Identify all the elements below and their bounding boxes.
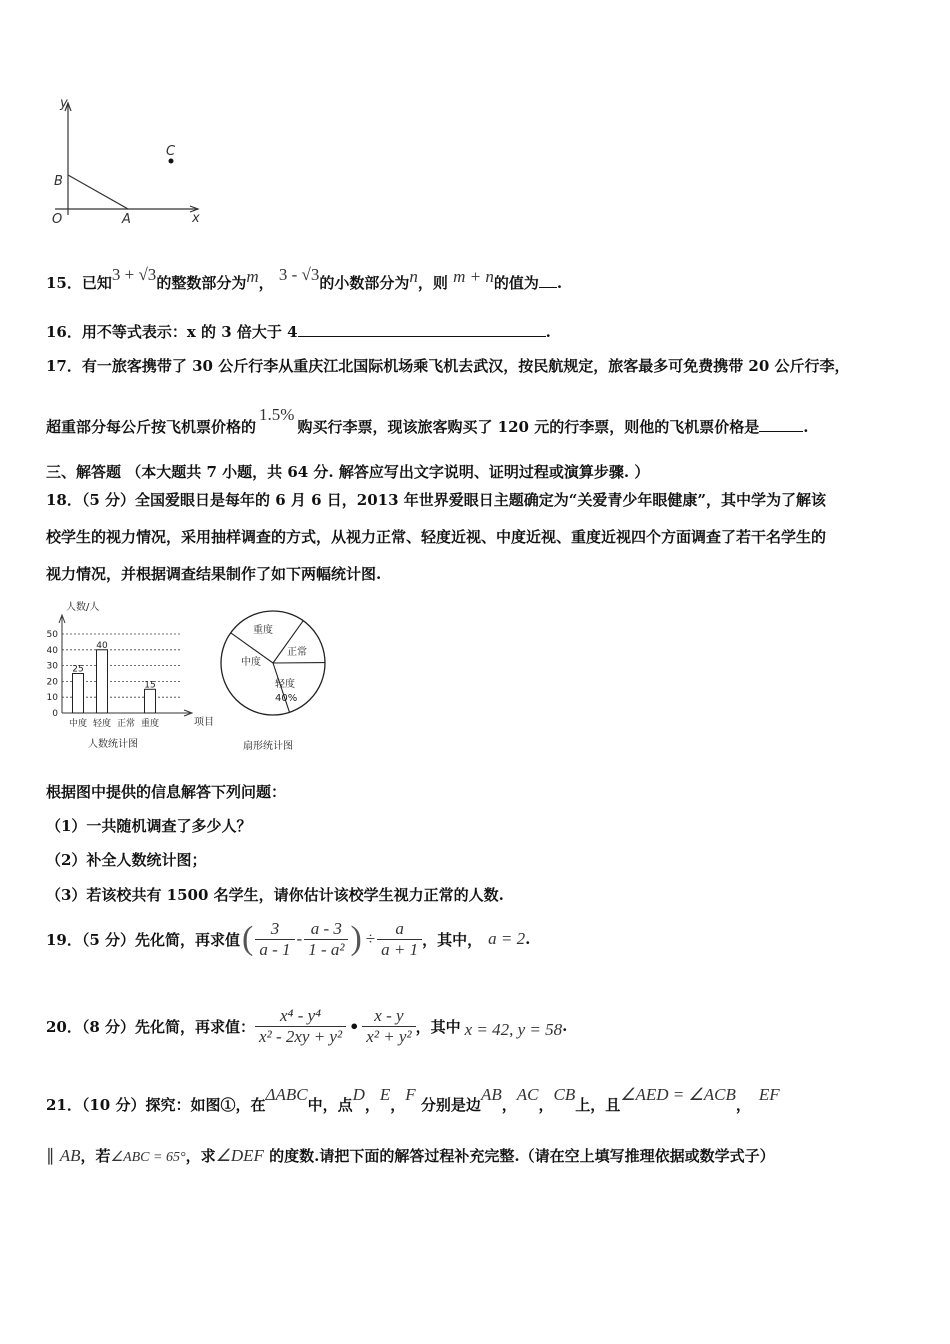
question-18-sub3: （3）若该校共有 1500 名学生，请你估计该校学生视力正常的人数. [46, 886, 504, 904]
label-b: B [54, 174, 63, 189]
bar-data-label: 15 [144, 680, 156, 691]
question-19: 19．（5 分）先化简，再求值 ( $\frac{3}{a - 1}$ - $\frac{a - 3}{\text{1 - a²}}$ ) ÷ $\frac{a}{a + 1}$ ，其中， a = 2 . [46, 918, 531, 959]
fraction-19-3: $\frac{a}{a + 1}$ [377, 919, 422, 960]
paren-left: ( [242, 920, 254, 957]
bar-轻度 [97, 650, 108, 713]
question-17-line2: 超重部分每公斤按飞机票价格的1.5%购买行李票，现该旅客购买了 120 元的行李票，则他的飞机票价格是 . [46, 405, 809, 436]
bar-category-label: 重度 [140, 719, 160, 729]
question-20: 20．（8 分）先化简，再求值： $\frac{\text{x⁴ - y⁴}}{\text{x² - 2xy + y²}}$ • $\frac{x - y}{\text{x² + y²}}$ ，其中 x = 42, y = 58 . [46, 1005, 568, 1046]
pie-slice-label: 正常 [287, 647, 307, 658]
pie-percent-label: 40% [275, 693, 298, 704]
answer-blank-17[interactable] [759, 417, 803, 432]
bar-data-label: 40 [96, 640, 108, 651]
question-21-line2: ∥ AB，若∠ABC = 65°，求∠DEF 的度数.请把下面的解答过程补充完整.（请在空上填写推理依据或数学式子） [46, 1146, 775, 1165]
paren-right: ) [350, 920, 362, 957]
coordinate-figure [40, 95, 220, 235]
answer-blank-16[interactable] [298, 322, 546, 337]
question-17-line1: 17．有一旅客携带了 30 公斤行李从重庆江北国际机场乘飞机去武汉，按民航规定，旅客最多可免费携带 20 公斤行李， [46, 357, 850, 375]
bar-chart-ylabel: 人数/人 [66, 602, 100, 613]
label-o: O [52, 212, 63, 227]
question-18-intro: 根据图中提供的信息解答下列问题： [46, 783, 287, 801]
pie-chart-title: 扇形统计图 [243, 741, 293, 752]
bar-ytick-label: 30 [46, 661, 58, 672]
bar-category-label: 正常 [116, 719, 136, 729]
label-y: y [60, 96, 68, 111]
fraction-19-2: $\frac{a - 3}{\text{1 - a²}}$ [304, 919, 348, 960]
answer-blank-15[interactable] [539, 273, 557, 288]
bar-ytick-label: 0 [52, 709, 58, 719]
bar-category-label: 中度 [68, 719, 88, 729]
pie-chart [215, 605, 335, 755]
label-c: C [166, 144, 176, 159]
bar-chart [40, 595, 225, 755]
question-18-line2: 校学生的视力情况，采用抽样调查的方式，从视力正常、轻度近视、中度近视、重度近视四个方面调查了若干名学生的 [46, 528, 827, 546]
pie-slice-label: 轻度 [275, 679, 295, 690]
label-x: x [192, 211, 200, 226]
pie-slice-label: 重度 [253, 625, 273, 636]
bar-ytick-label: 20 [46, 677, 58, 688]
question-15: 15．已知3 + √3的整数部分为m， 3 - √3的小数部分为n，则 m + n的值为 . [46, 265, 563, 292]
bar-category-label: 轻度 [92, 719, 112, 729]
fraction-20-2: $\frac{x - y}{\text{x² + y²}}$ [362, 1006, 415, 1047]
bar-chart-title: 人数统计图 [88, 739, 138, 750]
bar-中度 [73, 674, 84, 714]
question-16: 16．用不等式表示：x 的 3 倍大于 4 . [46, 323, 551, 341]
label-a: A [122, 212, 131, 227]
point-c [169, 159, 174, 164]
bar-ytick-label: 50 [46, 630, 58, 640]
question-18-line3: 视力情况，并根据调查结果制作了如下两幅统计图. [46, 565, 382, 583]
question-21-line1: 21．（10 分）探究：如图①，在ΔABC中，点D，E，F 分别是边AB，AC，CB上，且∠AED = ∠ACB，EF [46, 1085, 780, 1114]
pie-slice-label: 中度 [241, 657, 261, 668]
fraction-19-1: $\frac{3}{a - 1}$ [255, 919, 294, 960]
segment-ba [68, 175, 128, 209]
question-18-sub2: （2）补全人数统计图； [46, 851, 207, 869]
bar-ytick-label: 40 [46, 645, 58, 656]
bar-chart-xlabel: 项目 [194, 717, 214, 728]
bar-重度 [145, 689, 156, 713]
question-18-sub1: （1）一共随机调查了多少人？ [46, 817, 252, 835]
section-3-title: 三、解答题 （本大题共 7 小题，共 64 分. 解答应写出文字说明、证明过程或演算步骤. ） [46, 463, 650, 481]
question-18-line1: 18．（5 分）全国爱眼日是每年的 6 月 6 日，2013 年世界爱眼日主题确定为“关爱青少年眼健康”，其中学为了解该 [46, 491, 827, 509]
bar-data-label: 25 [72, 664, 84, 675]
bar-ytick-label: 10 [46, 693, 58, 704]
fraction-20-1: $\frac{\text{x⁴ - y⁴}}{\text{x² - 2xy + y²}}$ [255, 1006, 346, 1047]
